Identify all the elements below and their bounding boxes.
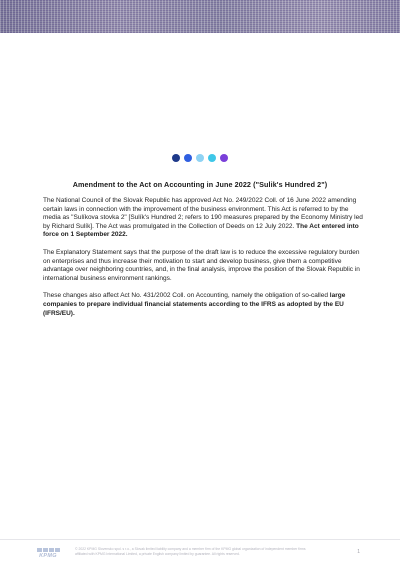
kpmg-logo-text: KPMG xyxy=(39,552,57,559)
dot-blue xyxy=(184,154,192,162)
paragraph-3 xyxy=(43,292,363,318)
paragraph-2: The Explanatory Statement says that the purpose of the draft law is to reduce the excessive regulatory burden on enterprises and thus increase their motivation to start and develop business, give them a competitive advantage over neighboring countries, and, in the final analysis, improve the position of the Slovak Republic in international business environment rankings. xyxy=(43,248,360,282)
kpmg-logo-boxes xyxy=(37,548,60,552)
kpmg-logo xyxy=(33,546,63,560)
document-body xyxy=(43,197,363,327)
document-title: Amendment to the Act on Accounting in June 2022 ("Sulik's Hundred 2") xyxy=(72,180,328,189)
decorative-dots xyxy=(0,154,400,162)
page-footer xyxy=(0,539,400,565)
dot-navy xyxy=(172,154,180,162)
paragraph-1-text: The National Council of the Slovak Republic has approved Act No. 249/2022 Coll. of 16 June 2022 amending certain laws in connection with the improvement of the business environment. This Act is referred to by the media as "Sulíkova stovka 2" [Sulík's Hundred 2; refers to 190 measures prepared by the Economy Ministry led by Richard Sulík]. The Act was promulgated in the Collection of Deeds on 12 July 2022. xyxy=(43,197,363,230)
dot-purple xyxy=(220,154,228,162)
dot-light-blue xyxy=(196,154,204,162)
paragraph-3-text: These changes also affect Act No. 431/2002 Coll. on Accounting, namely the obligation of so-called xyxy=(43,292,330,300)
paragraph-1-bold: The Act entered into force on 1 September 2022. xyxy=(43,222,359,239)
header-banner xyxy=(0,0,400,33)
paragraph-1 xyxy=(43,197,363,240)
dot-cyan xyxy=(208,154,216,162)
paragraph-3-bold: large companies to prepare individual financial statements according to the IFRS as adopted by the EU (IFRS/EU). xyxy=(43,292,346,317)
page-number: 1 xyxy=(357,549,360,555)
footer-legal-text: © 2022 KPMG Slovensko spol. s r.o., a Slovak limited liability company and a member firm of the KPMG global organization of independent member firms affiliated with KPMG International Limited, a private English company limited by guarantee. All rights reserved. xyxy=(75,547,306,556)
